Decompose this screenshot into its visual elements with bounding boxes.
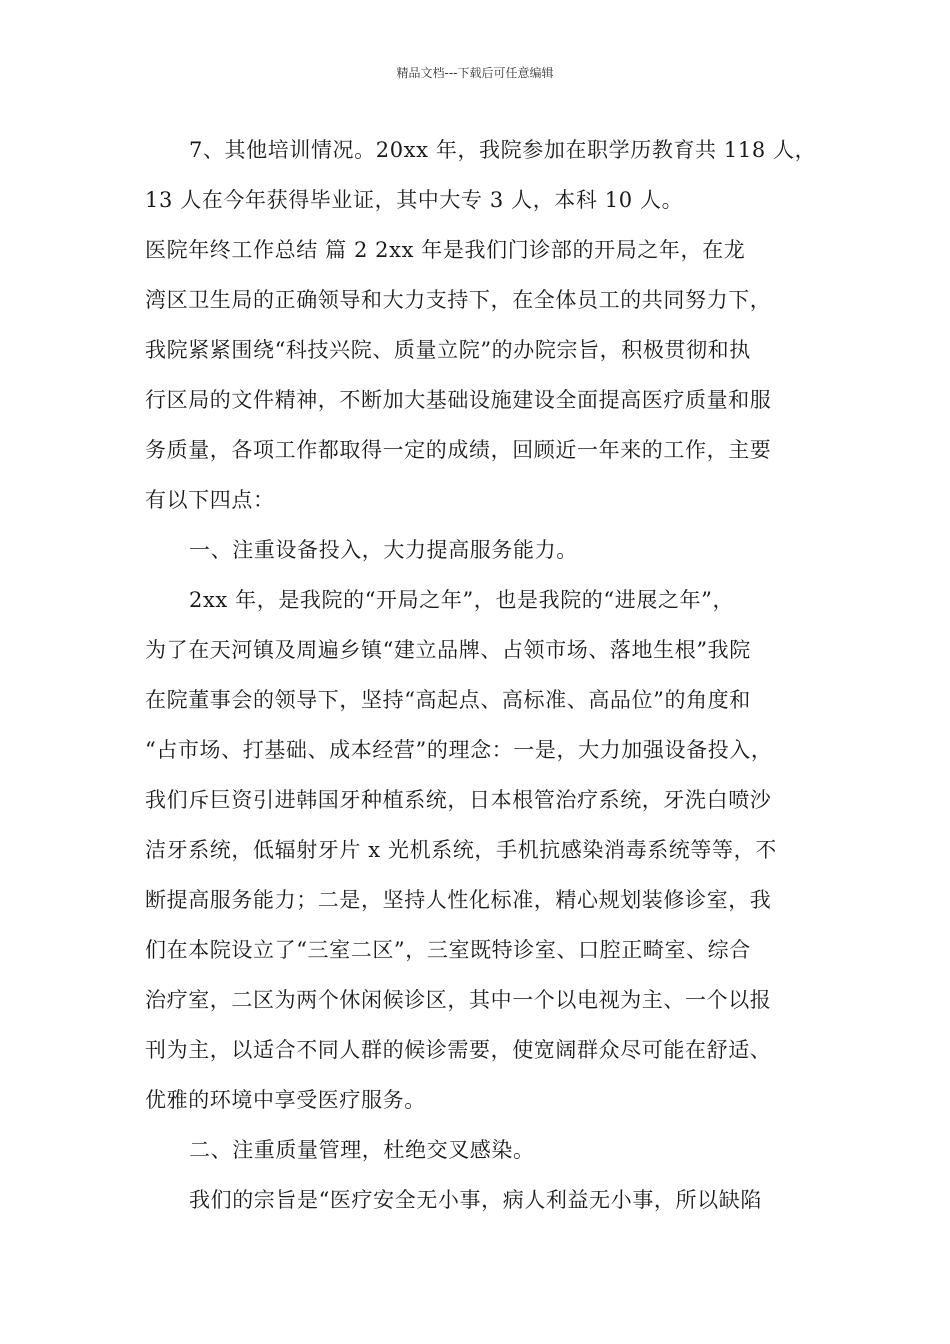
text-line: 们在本院设立了“三室二区”，三室既特诊室、口腔正畸室、综合 <box>145 938 751 962</box>
text-line: 在院董事会的领导下，坚持“高起点、高标准、高品位”的角度和 <box>145 688 751 712</box>
text-line: 有以下四点： <box>145 488 275 512</box>
text-line: 13 人在今年获得毕业证，其中大专 3 人，本科 10 人。 <box>145 188 684 212</box>
text-line: “占市场、打基础、成本经营”的理念：一是，大力加强设备投入， <box>145 738 773 762</box>
section-heading: 一、注重设备投入，大力提高服务能力。 <box>189 538 578 562</box>
text-line: 湾区卫生局的正确领导和大力支持下，在全体员工的共同努力下， <box>145 288 772 312</box>
text-line: 7、其他培训情况。20xx 年，我院参加在职学历教育共 118 人， <box>189 138 817 162</box>
text-line: 医院年终工作总结 篇 2 2xx 年是我们门诊部的开局之年，在龙 <box>145 238 746 262</box>
text-line: 治疗室，二区为两个休闲候诊区，其中一个以电视为主、一个以报 <box>145 988 772 1012</box>
document-body <box>145 132 817 1232</box>
text-line: 我们斥巨资引进韩国牙种植系统，日本根管治疗系统，牙洗白喷沙 <box>145 788 772 812</box>
text-line: 优雅的环境中享受医疗服务。 <box>145 1088 426 1112</box>
page-header: 精品文档---下载后可任意编辑 <box>396 66 554 80</box>
text-line: 刊为主，以适合不同人群的候诊需要，使宽阔群众尽可能在舒适、 <box>145 1038 772 1062</box>
text-line: 断提高服务能力；二是，坚持人性化标准，精心规划装修诊室，我 <box>145 888 772 912</box>
text-line: 洁牙系统，低辐射牙片 x 光机系统，手机抗感染消毒系统等等，不 <box>145 838 777 862</box>
text-line: 务质量，各项工作都取得一定的成绩，回顾近一年来的工作，主要 <box>145 438 772 462</box>
text-line: 为了在天河镇及周遍乡镇“建立品牌、占领市场、落地生根”我院 <box>145 638 751 662</box>
text-line: 我们的宗旨是“医疗安全无小事，病人利益无小事，所以缺陷 <box>189 1188 762 1212</box>
text-line: 2xx 年，是我院的“开局之年”，也是我院的“进展之年”， <box>189 588 735 612</box>
text-line: 我院紧紧围绕“科技兴院、质量立院”的办院宗旨，积极贯彻和执 <box>145 338 751 362</box>
section-heading: 二、注重质量管理，杜绝交叉感染。 <box>189 1138 535 1162</box>
text-line: 行区局的文件精神，不断加大基础设施建设全面提高医疗质量和服 <box>145 388 772 412</box>
